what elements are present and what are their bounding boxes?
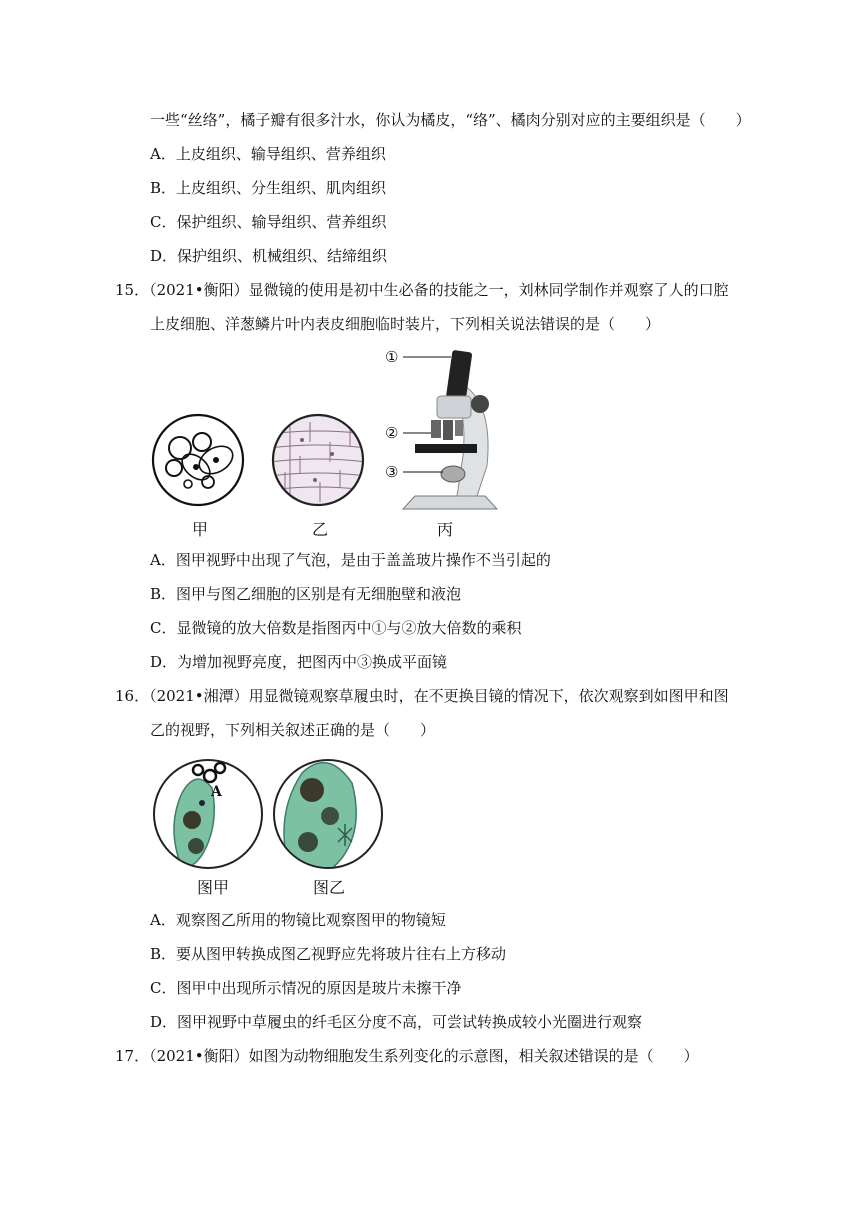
q14-stem-continuation: 一些“丝络”，橘子瓣有很多汁水，你认为橘皮，“络”、橘肉分别对应的主要组织是（ ） bbox=[150, 111, 751, 129]
q14-option-a: A．上皮组织、输导组织、营养组织 bbox=[150, 145, 386, 163]
q15-figure-yi bbox=[270, 412, 366, 508]
caption-tu-yi: 图乙 bbox=[312, 878, 345, 897]
q14-option-b: B．上皮组织、分生组织、肌肉组织 bbox=[150, 179, 387, 197]
q15-option-d: D．为增加视野亮度，把图丙中③换成平面镜 bbox=[150, 653, 448, 671]
q16-stem-line2: 乙的视野，下列相关叙述正确的是（ ） bbox=[150, 721, 436, 739]
marker-1: ① bbox=[385, 348, 399, 366]
q16-stem-line1: 16．（2021•湘潭）用显微镜观察草履虫时，在不更换目镜的情况下，依次观察到如图甲和图 bbox=[115, 687, 729, 705]
q16-option-b: B．要从图甲转换成图乙视野应先将玻片往右上方移动 bbox=[150, 945, 507, 963]
caption-tu-jia: 图甲 bbox=[196, 878, 229, 897]
q16-option-c: C．图甲中出现所示情况的原因是玻片未擦干净 bbox=[150, 979, 462, 997]
caption-bing: 丙 bbox=[436, 520, 453, 539]
caption-yi: 乙 bbox=[311, 520, 328, 539]
marker-2: ② bbox=[385, 424, 399, 442]
label-a: A bbox=[211, 784, 222, 800]
q14-option-c: C．保护组织、输导组织、营养组织 bbox=[150, 213, 387, 231]
q15-option-b: B．图甲与图乙细胞的区别是有无细胞壁和液泡 bbox=[150, 585, 462, 603]
q16-option-a: A．观察图乙所用的物镜比观察图甲的物镜短 bbox=[150, 911, 446, 929]
caption-jia: 甲 bbox=[191, 520, 208, 539]
q16-figure-yi-paramecium bbox=[272, 758, 384, 870]
q15-figure-jia bbox=[150, 412, 246, 508]
q15-figure-bing-microscope bbox=[385, 346, 500, 514]
marker-3: ③ bbox=[385, 463, 399, 481]
q16-figure-jia-paramecium bbox=[152, 758, 264, 870]
q15-option-c: C．显微镜的放大倍数是指图丙中①与②放大倍数的乘积 bbox=[150, 619, 522, 637]
q14-option-d: D．保护组织、机械组织、结缔组织 bbox=[150, 247, 388, 265]
q16-option-d: D．图甲视野中草履虫的纤毛区分度不高，可尝试转换成较小光圈进行观察 bbox=[150, 1013, 643, 1031]
q15-option-a: A．图甲视野中出现了气泡，是由于盖盖玻片操作不当引起的 bbox=[150, 551, 551, 569]
q15-stem-line1: 15．（2021•衡阳）显微镜的使用是初中生必备的技能之一，刘林同学制作并观察了人的口腔 bbox=[115, 281, 729, 299]
q15-stem-line2: 上皮细胞、洋葱鳞片叶内表皮细胞临时装片，下列相关说法错误的是（ ） bbox=[150, 315, 661, 333]
q17-stem-line1: 17．（2021•衡阳）如图为动物细胞发生系列变化的示意图，相关叙述错误的是（ ） bbox=[115, 1047, 699, 1065]
